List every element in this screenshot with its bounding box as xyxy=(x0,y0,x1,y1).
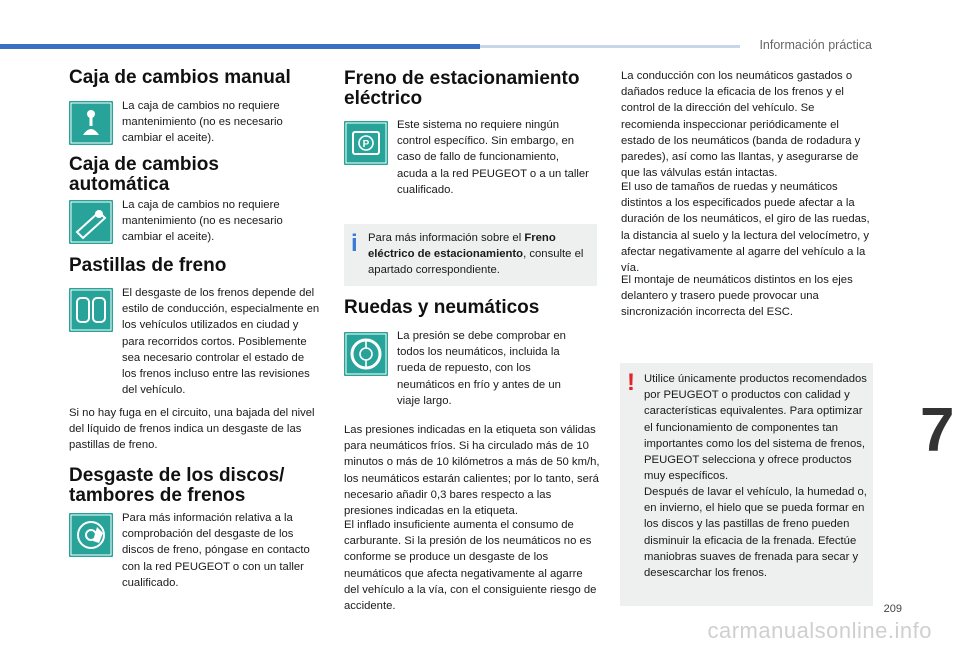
discs-text: Para más información relativa a la comprobación del desgaste de los discos de freno, póngase en contacto con la red PEUGEOT o con un taller cualificado. xyxy=(122,512,310,589)
manual-gearbox-icon xyxy=(69,101,113,145)
brake-pads-icon xyxy=(69,288,113,332)
wheel-tyre-icon xyxy=(344,332,388,376)
tyre-wear-text: La conducción con los neumáticos gastados o dañados reduce la eficacia de los frenos y el control de la dirección del vehículo. Se recomienda inspeccionar periódicamente el estado de los neumáticos (banda de rodadura y paredes), así como las llantas, y asegurarse de que las válvulas están intactas. xyxy=(621,70,861,180)
wheels-label-text: Las presiones indicadas en la etiqueta son válidas para neumáticos fríos. Si ha circulado más de 10 minutos o más de 10 kilómetros a más de 50 km/h, los neumáticos estarán calientes; por lo tanto, será necesario añadir 0,3 bares respecto a las presiones indicadas en la etiqueta. xyxy=(344,424,600,518)
brake-fluid-text: Si no hay fuga en el circuito, una bajada del nivel del líquido de frenos indica un desgaste de las pastillas de freno. xyxy=(69,407,315,452)
wheels-title: Ruedas y neumáticos xyxy=(344,297,540,318)
brake-pads-title: Pastillas de freno xyxy=(69,255,227,276)
auto-gearbox-text: La caja de cambios no requiere mantenimiento (no es necesario cambiar el aceite). xyxy=(122,199,283,244)
parking-brake-text: Este sistema no requiere ningún control específico. Sin embargo, en caso de fallo de funcionamiento, acuda a la red PEUGEOT o a un taller cualificado. xyxy=(397,119,589,196)
discs-title-line1: Desgaste de los discos/ xyxy=(69,465,285,486)
section-header: Información práctica xyxy=(759,38,872,52)
page-number: 209 xyxy=(883,603,902,615)
tyre-esc-text: El montaje de neumáticos distintos en los ejes delantero y trasero puede provocar una sincronización incorrecta del ESC. xyxy=(621,274,853,319)
warning-text-1: Utilice únicamente productos recomendados por PEUGEOT o productos con calidad y características equivalentes. Para optimizar el funcionamiento de componentes tan importantes como los del sistema de frenos, PEUGEOT selecciona y ofrece productos muy específicos. xyxy=(644,373,867,483)
header-accent-bar xyxy=(0,44,480,49)
warning-text-2: Después de lavar el vehículo, la humedad o, en invierno, el hielo que se pueda formar en los discos y las pastillas de freno pueden disminuir la eficacia de la frenada. Efectúe maniobras suaves de frenada para secar y desescarchar los frenos. xyxy=(644,486,867,580)
warning-note xyxy=(620,363,873,606)
parking-brake-title-line2: eléctrico xyxy=(344,88,423,109)
wheels-inflation-text: El inflado insuficiente aumenta el consumo de carburante. Si la presión de los neumáticos no es conforme se produce un desgaste de los neumáticos que afecta negativamente al agarre del vehículo a la vía, con el consiguiente riesgo de accidente. xyxy=(344,519,597,613)
manual-gearbox-title: Caja de cambios manual xyxy=(69,67,291,88)
info-icon: i xyxy=(351,230,358,257)
info-note-text: Para más información sobre el Freno eléctrico de estacionamiento, consulte el apartado correspondiente. xyxy=(368,232,584,277)
parking-brake-icon xyxy=(344,121,388,165)
auto-gearbox-title-line2: automática xyxy=(69,174,170,195)
tyre-sizes-text: El uso de tamaños de ruedas y neumáticos distintos a los especificados puede afectar a la duración de los neumáticos, el giro de las ruedas, la distancia al suelo y la lectura del velocímetro, y afectar negativamente al agarre del vehículo a la vía. xyxy=(621,181,870,275)
auto-gearbox-icon xyxy=(69,200,113,244)
warning-icon: ! xyxy=(627,369,635,396)
watermark: carmanualsonline.info xyxy=(707,618,932,643)
parking-brake-info-note xyxy=(344,224,597,286)
brake-disc-icon xyxy=(69,513,113,557)
parking-brake-title-line1: Freno de estacionamiento xyxy=(344,68,580,89)
wheels-pressure-text: La presión se debe comprobar en todos los neumáticos, incluida la rueda de repuesto, con los neumáticos en frío y antes de un viaje largo. xyxy=(397,330,566,407)
manual-gearbox-text: La caja de cambios no requiere mantenimiento (no es necesario cambiar el aceite). xyxy=(122,100,283,145)
svg-text:P: P xyxy=(362,139,370,150)
brake-pads-text: El desgaste de los frenos depende del estilo de conducción, especialmente en los vehículos utilizados en ciudad y para recorridos cortos. Posiblemente sea necesario controlar el estado de los frenos incluso entre las revisiones del vehículo. xyxy=(122,287,320,397)
auto-gearbox-title-line1: Caja de cambios xyxy=(69,154,219,175)
discs-title-line2: tambores de frenos xyxy=(69,485,246,506)
chapter-number: 7 xyxy=(920,396,955,465)
header-accent-bar-light xyxy=(480,45,740,48)
